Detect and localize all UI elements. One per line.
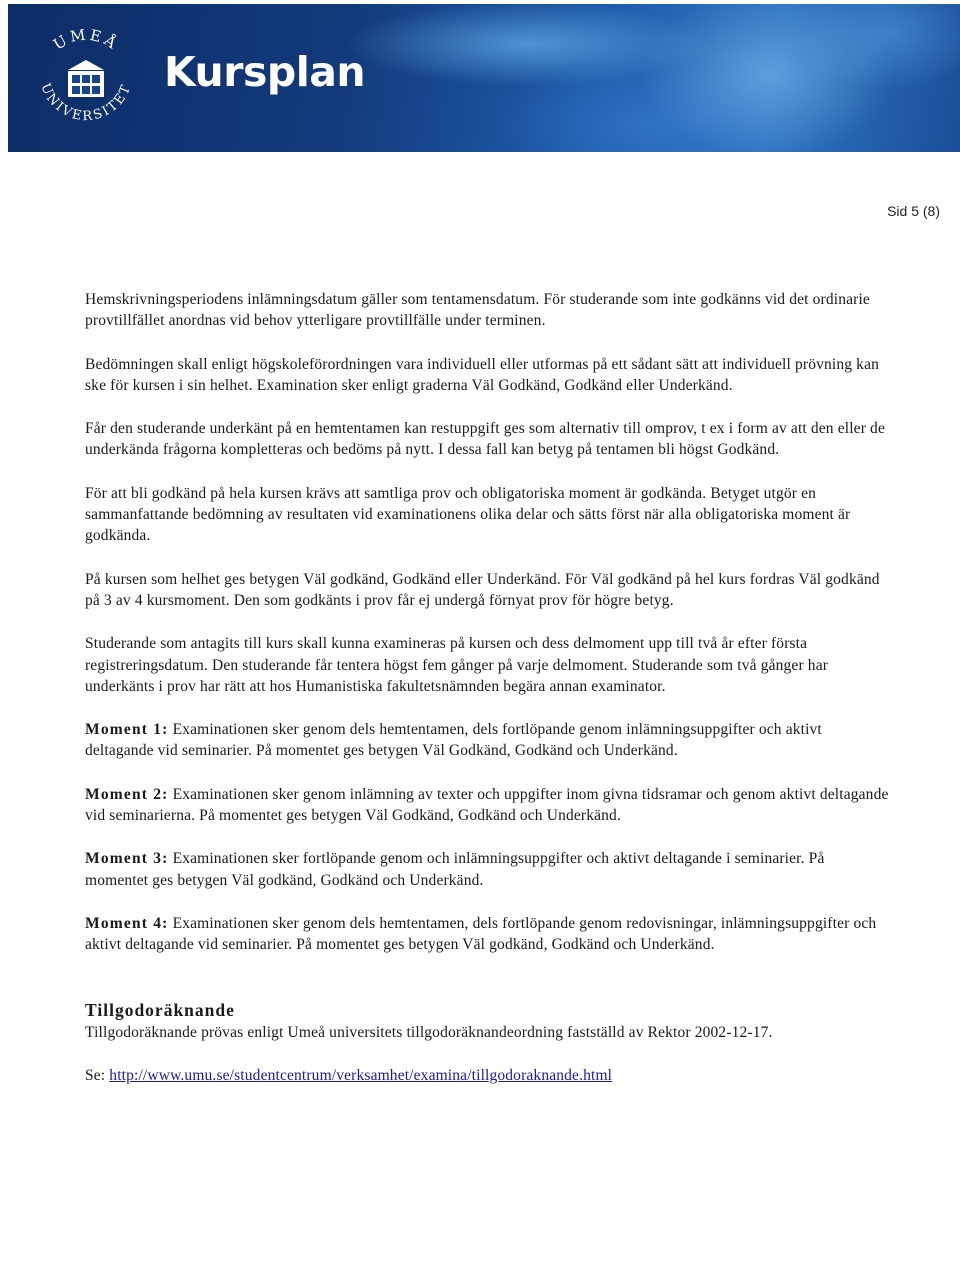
paragraph-pass-requirements: För att bli godkänd på hela kursen krävs att samtliga prov och obligatoriska moment är godkända. Betyget utgör en sammanfattande bedömning av resultaten vid examinationens olika delar och sätts först när alla obligatoriska moment är godkända. bbox=[85, 484, 851, 545]
moment-4 bbox=[85, 913, 890, 956]
paragraph-resubmission: Får den studerande underkänt på en hemtentamen kan restuppgift ges som alternativ till omprov, t ex i form av att den eller de underkända frågorna kompletteras och bedöms på nytt. I dessa fall kan betyg på tentamen bli högst Godkänd. bbox=[85, 420, 885, 459]
credit-transfer-text: Tillgodoräknande prövas enligt Umeå universitets tillgodoräknandeordning fastställd av Rektor 2002-12-17. bbox=[85, 1023, 773, 1041]
header-banner bbox=[8, 4, 960, 152]
section-heading-credit-transfer: Tillgodoräknande bbox=[85, 999, 235, 1020]
moment-2 bbox=[85, 784, 890, 827]
seal-building-icon bbox=[68, 60, 104, 97]
moment-text: Examinationen sker fortlöpande genom och inlämningsuppgifter och aktivt deltagande i seminarier. På momentet ges betygen Väl godkänd, Godkänd och Underkänd. bbox=[85, 850, 825, 889]
moment-text: Examinationen sker genom dels hemtentamen, dels fortlöpande genom redovisningar, inlämningsuppgifter och aktivt deltagande vid seminarier. På momentet ges betygen Väl godkänd, Godkänd och Underkänd. bbox=[85, 914, 877, 954]
moment-label: Moment 2: bbox=[85, 785, 169, 803]
moment-label: Moment 3: bbox=[85, 850, 169, 868]
svg-text:UNIVERSITET: UNIVERSITET bbox=[37, 81, 135, 125]
document-body bbox=[85, 289, 890, 1108]
svg-text:UMEÅ: UMEÅ bbox=[50, 25, 123, 54]
moment-1 bbox=[85, 719, 890, 762]
moment-text: Examinationen sker genom dels hemtentamen, dels fortlöpande genom inlämningsuppgifter och aktivt deltagande vid seminarier. På momentet ges betygen Väl Godkänd, Godkänd och Underkänd. bbox=[85, 721, 822, 760]
moment-label: Moment 1: bbox=[85, 721, 169, 739]
reference-prefix: Se: bbox=[85, 1066, 110, 1084]
page-number: Sid 5 (8) bbox=[887, 203, 940, 219]
paragraph-course-grades: På kursen som helhet ges betygen Väl godkänd, Godkänd eller Underkänd. För Väl godkänd på hel kurs fordras Väl godkänd på 3 av 4 kursmoment. Den som godkänts i prov får ej undergå förnyat prov för högre betyg. bbox=[85, 570, 880, 609]
moment-label: Moment 4: bbox=[85, 914, 169, 932]
moment-3 bbox=[85, 848, 890, 891]
reference-line bbox=[85, 1065, 890, 1086]
moment-text: Examinationen sker genom inlämning av texter och uppgifter inom givna tidsramar och genom aktivt deltagande vid seminarierna. På momentet ges betygen Väl Godkänd, Godkänd och Underkänd. bbox=[85, 785, 889, 825]
paragraph-deadline: Hemskrivningsperiodens inlämningsdatum gäller som tentamensdatum. För studerande som inte godkänns vid det ordinarie provtillfället anordnas vid behov ytterligare provtillfälle under terminen. bbox=[85, 291, 870, 330]
brand-title: Kursplan bbox=[164, 48, 366, 96]
paragraph-assessment: Bedömningen skall enligt högskoleförordningen vara individuell eller utformas på ett sådant sätt att individuell prövning kan ske för kursen i sin helhet. Examination sker enligt graderna Väl Godkänd, Godkänd eller Underkänd. bbox=[85, 355, 880, 394]
paragraph-exam-rights: Studerande som antagits till kurs skall kunna examineras på kursen och dess delmoment upp till två år efter första registreringsdatum. Den studerande får tentera högst fem gånger på varje delmoment. Studerande som två gånger har underkänts i prov har rätt att hos Humanistiska fakultetsnämnden begära annan examinator. bbox=[85, 635, 829, 695]
reference-link[interactable]: http://www.umu.se/studentcentrum/verksamhet/examina/tillgodoraknande.html bbox=[109, 1066, 613, 1084]
university-seal-logo bbox=[30, 24, 142, 136]
